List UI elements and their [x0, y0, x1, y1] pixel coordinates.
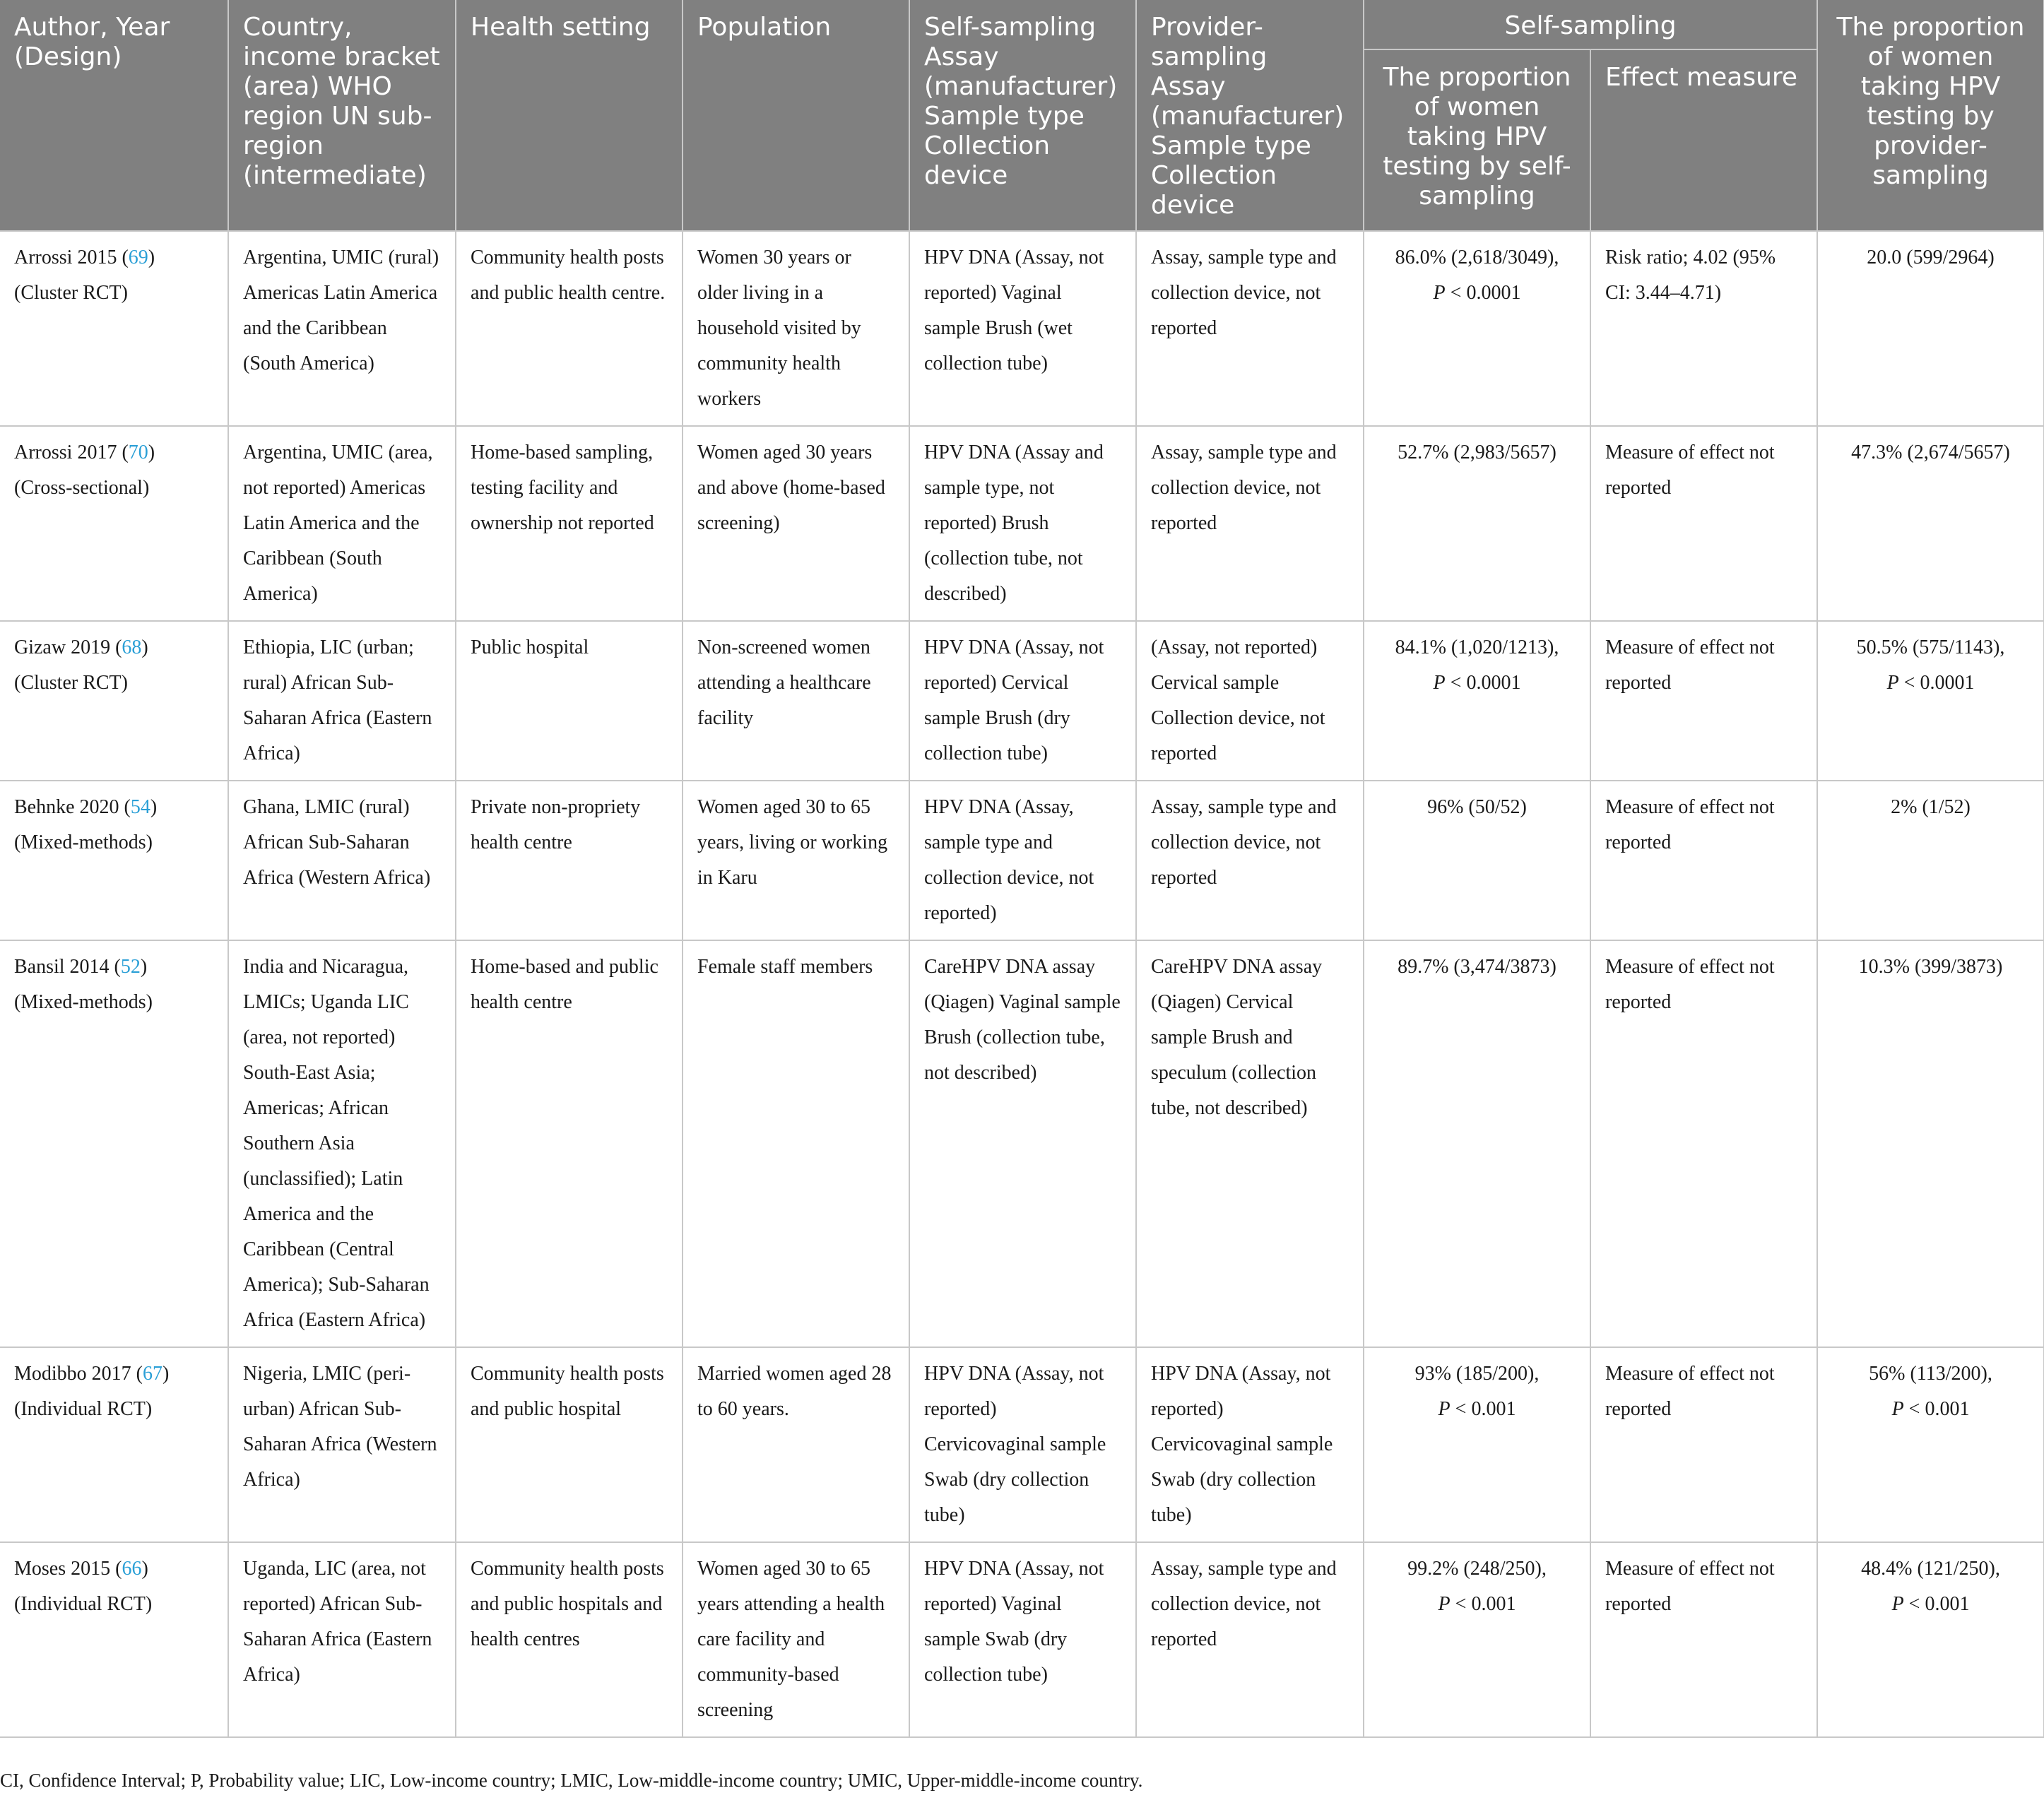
- health-setting-cell-text: Community health posts and public hospitals and health centres: [471, 1558, 664, 1650]
- self-proportion-cell: [1364, 1347, 1590, 1542]
- population-cell: [683, 1542, 909, 1737]
- p-value: P < 0.0001: [1433, 282, 1521, 304]
- reference-link[interactable]: 68: [122, 637, 142, 658]
- population-cell-text: Female staff members: [697, 956, 873, 978]
- header-provider-proportion: The proportion of women taking HPV testing by provider-sampling: [1817, 0, 2044, 231]
- population-cell: [683, 426, 909, 621]
- provider-proportion-cell: [1817, 621, 2044, 781]
- health-setting-cell-text: Community health posts and public health centre.: [471, 247, 666, 304]
- country-cell: [228, 1542, 456, 1737]
- table-row: [0, 1347, 2044, 1542]
- p-value: P < 0.0001: [1433, 672, 1521, 694]
- population-cell-text: Women aged 30 to 65 years, living or working in Karu: [697, 796, 888, 889]
- self-sampling-assay-cell: [909, 781, 1136, 940]
- provider-sampling-assay-cell: [1136, 1542, 1364, 1737]
- provider-sampling-assay-cell-text: Assay, sample type and collection device, not reported: [1151, 796, 1337, 889]
- provider-sampling-assay-cell: [1136, 1347, 1364, 1542]
- provider-proportion-cell: [1817, 1347, 2044, 1542]
- self-sampling-assay-cell: [909, 621, 1136, 781]
- author-year-cell: [0, 426, 228, 621]
- health-setting-cell: [456, 426, 683, 621]
- self-sampling-assay-cell: [909, 1347, 1136, 1542]
- table-row: [0, 781, 2044, 940]
- self-proportion-cell-text: 84.1% (1,020/1213),: [1395, 637, 1559, 658]
- country-cell-text: Argentina, UMIC (rural) Americas Latin America and the Caribbean (South America): [243, 247, 439, 374]
- country-cell: [228, 781, 456, 940]
- author-paren: ): [150, 796, 158, 818]
- author-year-cell: [0, 781, 228, 940]
- self-sampling-assay-cell-text: HPV DNA (Assay, not reported) Cervical sample Brush (dry collection tube): [924, 637, 1104, 764]
- self-proportion-cell-text: 52.7% (2,983/5657): [1398, 442, 1556, 463]
- self-sampling-assay-cell: [909, 231, 1136, 426]
- self-proportion-cell: [1364, 426, 1590, 621]
- header-self-sampling-assay: Self-sampling Assay (manufacturer) Sample type Collection device: [909, 0, 1136, 231]
- provider-sampling-assay-cell-text: Assay, sample type and collection device, not reported: [1151, 247, 1337, 339]
- population-cell-text: Women aged 30 years and above (home-based screening): [697, 442, 885, 534]
- author-paren: ): [163, 1363, 170, 1385]
- author-name: Gizaw 2019 (: [14, 637, 122, 658]
- reference-link[interactable]: 66: [122, 1558, 142, 1580]
- provider-sampling-assay-cell-text: (Assay, not reported) Cervical sample Collection device, not reported: [1151, 637, 1325, 764]
- table-row: [0, 231, 2044, 426]
- country-cell: [228, 621, 456, 781]
- table-row: [0, 1542, 2044, 1737]
- effect-measure-cell-text: Measure of effect not reported: [1605, 1363, 1775, 1420]
- self-proportion-cell: [1364, 231, 1590, 426]
- country-cell-text: Ghana, LMIC (rural) African Sub-Saharan Africa (Western Africa): [243, 796, 431, 889]
- author-name: Modibbo 2017 (: [14, 1363, 143, 1385]
- p-value: P < 0.001: [1438, 1593, 1516, 1615]
- population-cell-text: Non-screened women attending a healthcare facility: [697, 637, 871, 729]
- provider-sampling-assay-cell: [1136, 426, 1364, 621]
- self-proportion-cell-text: 96% (50/52): [1427, 796, 1527, 818]
- population-cell: [683, 1347, 909, 1542]
- study-design: (Mixed-methods): [14, 832, 153, 853]
- header-population: Population: [683, 0, 909, 231]
- author-year-cell: [0, 1542, 228, 1737]
- country-cell-text: Argentina, UMIC (area, not reported) Americas Latin America and the Caribbean (South America): [243, 442, 433, 605]
- provider-proportion-cell-text: 10.3% (399/3873): [1858, 956, 2003, 978]
- effect-measure-cell-text: Measure of effect not reported: [1605, 796, 1775, 853]
- self-proportion-cell: [1364, 621, 1590, 781]
- population-cell-text: Women 30 years or older living in a household visited by community health workers: [697, 247, 861, 410]
- study-design: (Mixed-methods): [14, 991, 153, 1013]
- effect-measure-cell: [1590, 426, 1817, 621]
- author-name: Arrossi 2015 (: [14, 247, 129, 268]
- health-setting-cell-text: Public hospital: [471, 637, 589, 658]
- health-setting-cell: [456, 1542, 683, 1737]
- effect-measure-cell: [1590, 231, 1817, 426]
- effect-measure-cell-text: Measure of effect not reported: [1605, 1558, 1775, 1615]
- study-design: (Cross-sectional): [14, 477, 150, 499]
- provider-proportion-cell: [1817, 231, 2044, 426]
- provider-proportion-cell: [1817, 940, 2044, 1347]
- effect-measure-cell: [1590, 621, 1817, 781]
- author-year-cell: [0, 1347, 228, 1542]
- header-self-proportion: The proportion of women taking HPV testing by self-sampling: [1364, 49, 1590, 231]
- effect-measure-cell-text: Measure of effect not reported: [1605, 637, 1775, 694]
- provider-sampling-assay-cell-text: HPV DNA (Assay, not reported) Cervicovaginal sample Swab (dry collection tube): [1151, 1363, 1333, 1526]
- author-name: Arrossi 2017 (: [14, 442, 129, 463]
- self-sampling-assay-cell-text: HPV DNA (Assay, not reported) Vaginal sample Swab (dry collection tube): [924, 1558, 1104, 1686]
- country-cell-text: India and Nicaragua, LMICs; Uganda LIC (area, not reported) South-East Asia; Americas; African Southern Asia (unclassified); Latin America and the Caribbean (Central America); Sub-Saharan Africa (Eastern Africa): [243, 956, 430, 1331]
- health-setting-cell-text: Private non-propriety health centre: [471, 796, 641, 853]
- table-footnote: CI, Confidence Interval; P, Probability value; LIC, Low-income country; LMIC, Low-middle-income country; UMIC, Upper-middle-income country.: [0, 1770, 1143, 1791]
- table-row: [0, 426, 2044, 621]
- effect-measure-cell: [1590, 781, 1817, 940]
- reference-link[interactable]: 67: [143, 1363, 163, 1385]
- country-cell: [228, 1347, 456, 1542]
- country-cell: [228, 426, 456, 621]
- reference-link[interactable]: 54: [130, 796, 150, 818]
- self-proportion-cell-text: 93% (185/200),: [1414, 1363, 1540, 1385]
- health-setting-cell: [456, 940, 683, 1347]
- author-paren: ): [140, 956, 148, 978]
- effect-measure-cell: [1590, 1542, 1817, 1737]
- population-cell: [683, 621, 909, 781]
- self-sampling-assay-cell-text: HPV DNA (Assay, not reported) Cervicovaginal sample Swab (dry collection tube): [924, 1363, 1106, 1526]
- provider-proportion-cell-text: 56% (113/200),: [1869, 1363, 1992, 1385]
- author-name: Behnke 2020 (: [14, 796, 131, 818]
- author-year-cell: [0, 231, 228, 426]
- effect-measure-cell-text: Measure of effect not reported: [1605, 442, 1775, 499]
- p-value: P < 0.001: [1891, 1593, 1970, 1615]
- country-cell-text: Ethiopia, LIC (urban; rural) African Sub-Saharan Africa (Eastern Africa): [243, 637, 432, 764]
- effect-measure-cell-text: Risk ratio; 4.02 (95% CI: 3.44–4.71): [1605, 247, 1776, 304]
- table-row: [0, 940, 2044, 1347]
- author-year-cell: [0, 621, 228, 781]
- population-cell: [683, 940, 909, 1347]
- p-value: P < 0.0001: [1886, 672, 1975, 694]
- self-sampling-assay-cell: [909, 1542, 1136, 1737]
- self-sampling-assay-cell-text: HPV DNA (Assay and sample type, not reported) Brush (collection tube, not described): [924, 442, 1104, 605]
- table-body: [0, 231, 2044, 1737]
- self-sampling-assay-cell-text: HPV DNA (Assay, sample type and collection device, not reported): [924, 796, 1094, 924]
- provider-proportion-cell-text: 48.4% (121/250),: [1861, 1558, 2000, 1580]
- p-value: P < 0.001: [1891, 1398, 1970, 1420]
- provider-sampling-assay-cell: [1136, 940, 1364, 1347]
- author-paren: ): [141, 637, 148, 658]
- author-name: Moses 2015 (: [14, 1558, 122, 1580]
- provider-proportion-cell-text: 20.0 (599/2964): [1867, 247, 1995, 268]
- header-provider-sampling-assay: Provider-sampling Assay (manufacturer) Sample type Collection device: [1136, 0, 1364, 231]
- provider-sampling-assay-cell: [1136, 781, 1364, 940]
- self-proportion-cell: [1364, 940, 1590, 1347]
- author-paren: ): [148, 442, 155, 463]
- provider-sampling-assay-cell: [1136, 231, 1364, 426]
- author-paren: ): [141, 1558, 148, 1580]
- effect-measure-cell: [1590, 1347, 1817, 1542]
- provider-sampling-assay-cell-text: CareHPV DNA assay (Qiagen) Cervical sample Brush and speculum (collection tube, not described): [1151, 956, 1323, 1119]
- author-name: Bansil 2014 (: [14, 956, 121, 978]
- reference-link[interactable]: 69: [128, 247, 148, 268]
- provider-proportion-cell: [1817, 781, 2044, 940]
- study-design: (Individual RCT): [14, 1398, 153, 1420]
- provider-proportion-cell-text: 47.3% (2,674/5657): [1851, 442, 2010, 463]
- study-design: (Individual RCT): [14, 1593, 153, 1615]
- self-sampling-assay-cell: [909, 940, 1136, 1347]
- author-paren: ): [148, 247, 155, 268]
- health-setting-cell: [456, 1347, 683, 1542]
- population-cell: [683, 231, 909, 426]
- self-proportion-cell-text: 86.0% (2,618/3049),: [1395, 247, 1559, 268]
- population-cell-text: Married women aged 28 to 60 years.: [697, 1363, 892, 1420]
- population-cell: [683, 781, 909, 940]
- header-self-sampling-group: Self-sampling: [1364, 0, 1817, 49]
- study-design: (Cluster RCT): [14, 282, 128, 304]
- self-proportion-cell-text: 99.2% (248/250),: [1407, 1558, 1547, 1580]
- provider-sampling-assay-cell-text: Assay, sample type and collection device, not reported: [1151, 442, 1337, 534]
- study-design: (Cluster RCT): [14, 672, 128, 694]
- country-cell-text: Nigeria, LMIC (peri-urban) African Sub-Saharan Africa (Western Africa): [243, 1363, 437, 1491]
- provider-proportion-cell: [1817, 426, 2044, 621]
- provider-sampling-assay-cell: [1136, 621, 1364, 781]
- health-setting-cell-text: Community health posts and public hospital: [471, 1363, 664, 1420]
- table-row: [0, 621, 2044, 781]
- provider-proportion-cell: [1817, 1542, 2044, 1737]
- reference-link[interactable]: 70: [128, 442, 148, 463]
- reference-link[interactable]: 52: [120, 956, 141, 978]
- header-country: Country, income bracket (area) WHO region UN sub-region (intermediate): [228, 0, 456, 231]
- country-cell: [228, 940, 456, 1347]
- self-sampling-assay-cell: [909, 426, 1136, 621]
- p-value: P < 0.001: [1438, 1398, 1516, 1420]
- country-cell: [228, 231, 456, 426]
- health-setting-cell: [456, 621, 683, 781]
- effect-measure-cell: [1590, 940, 1817, 1347]
- health-setting-cell: [456, 231, 683, 426]
- provider-proportion-cell-text: 2% (1/52): [1891, 796, 1971, 818]
- self-sampling-assay-cell-text: CareHPV DNA assay (Qiagen) Vaginal sample Brush (collection tube, not described): [924, 956, 1121, 1084]
- self-proportion-cell: [1364, 781, 1590, 940]
- provider-proportion-cell-text: 50.5% (575/1143),: [1856, 637, 2005, 658]
- health-setting-cell: [456, 781, 683, 940]
- effect-measure-cell-text: Measure of effect not reported: [1605, 956, 1775, 1013]
- header-author-year: Author, Year (Design): [0, 0, 228, 231]
- author-year-cell: [0, 940, 228, 1347]
- header-health-setting: Health setting: [456, 0, 683, 231]
- self-sampling-assay-cell-text: HPV DNA (Assay, not reported) Vaginal sample Brush (wet collection tube): [924, 247, 1104, 374]
- health-setting-cell-text: Home-based and public health centre: [471, 956, 658, 1013]
- health-setting-cell-text: Home-based sampling, testing facility and ownership not reported: [471, 442, 654, 534]
- country-cell-text: Uganda, LIC (area, not reported) African Sub-Saharan Africa (Eastern Africa): [243, 1558, 432, 1686]
- header-effect-measure: Effect measure: [1590, 49, 1817, 231]
- self-proportion-cell-text: 89.7% (3,474/3873): [1398, 956, 1556, 978]
- self-proportion-cell: [1364, 1542, 1590, 1737]
- provider-sampling-assay-cell-text: Assay, sample type and collection device, not reported: [1151, 1558, 1337, 1650]
- population-cell-text: Women aged 30 to 65 years attending a health care facility and community-based screening: [697, 1558, 885, 1721]
